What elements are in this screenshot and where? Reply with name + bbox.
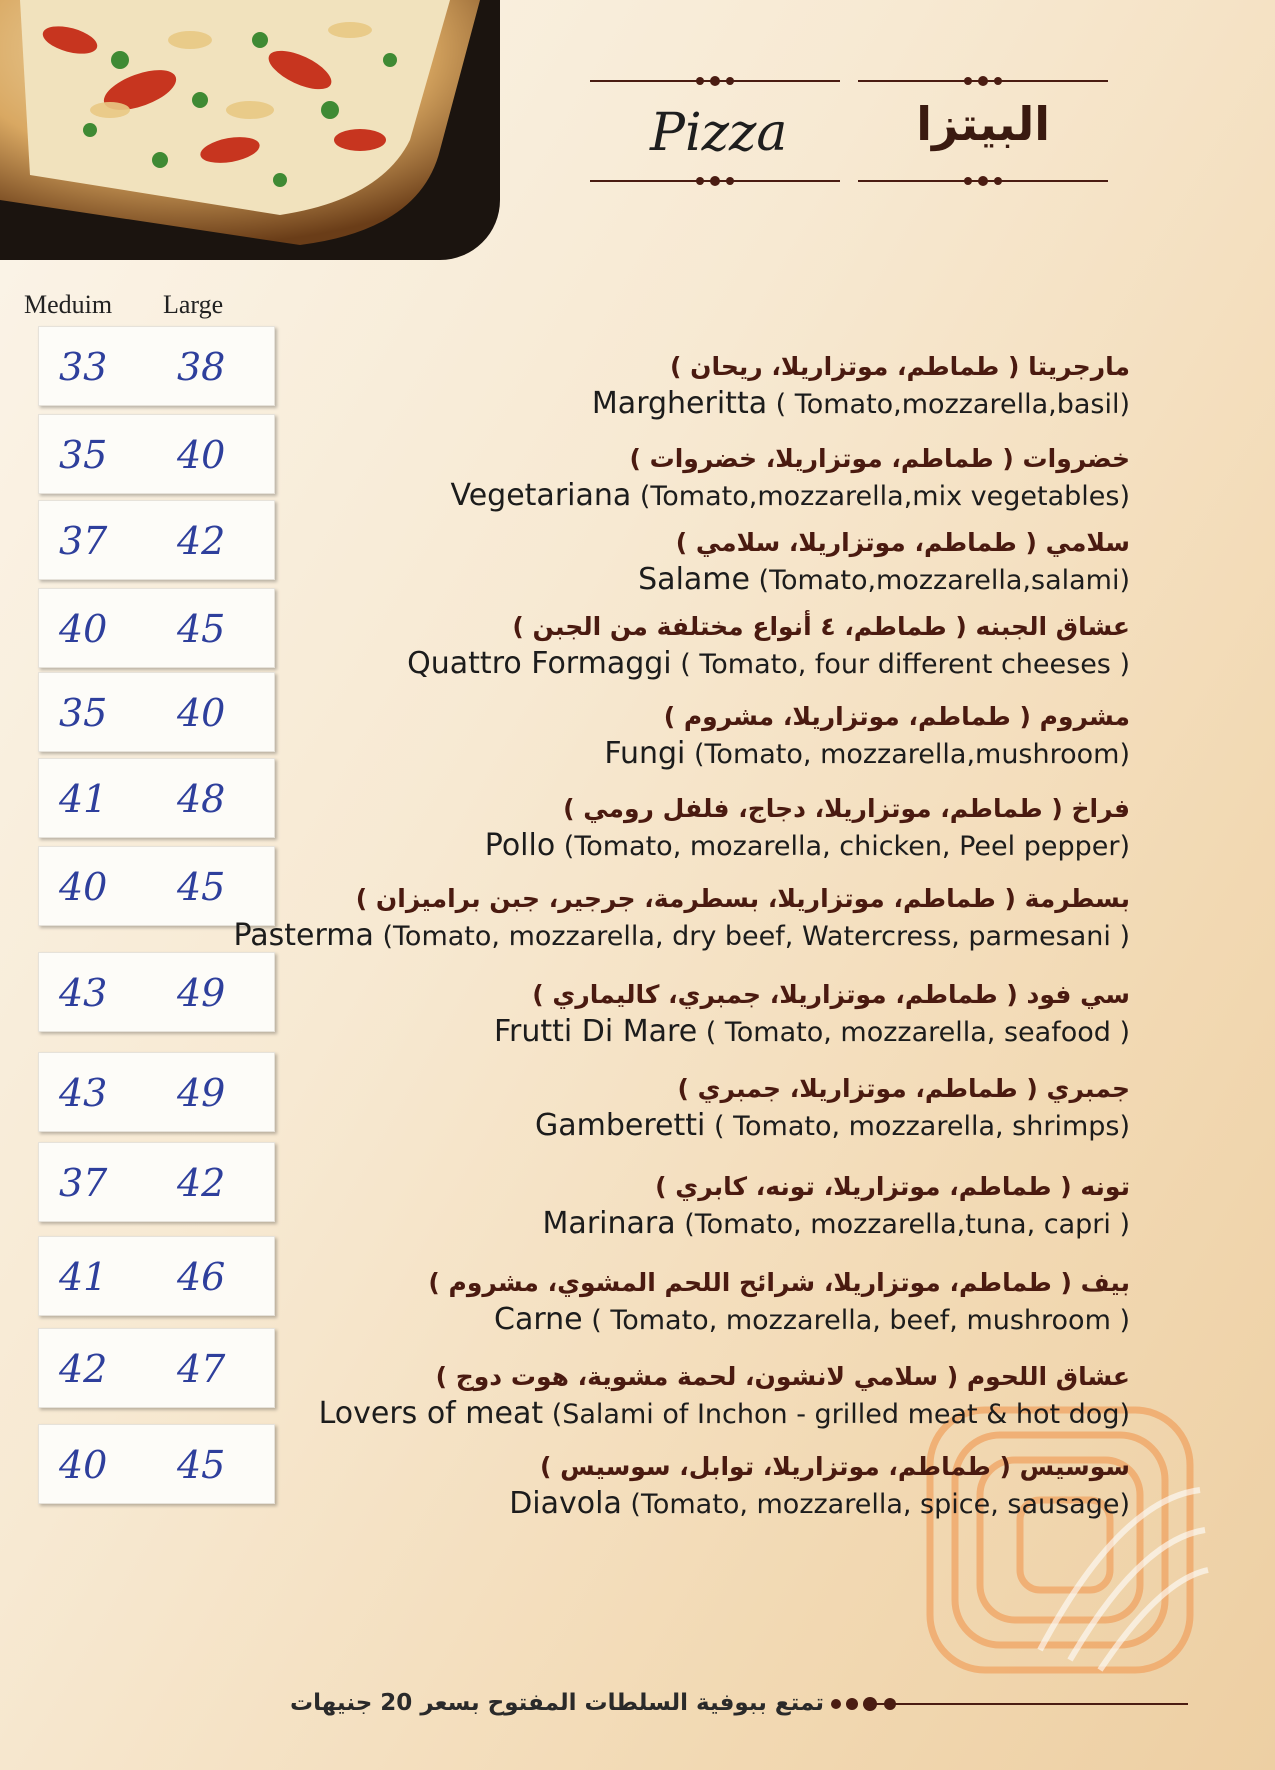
item-name: Gamberetti [535, 1108, 706, 1143]
item-name: Lovers of meat [318, 1396, 544, 1431]
price-large: 42 [177, 519, 226, 563]
item-ingredients: (Tomato, mozzarella,mushroom) [685, 739, 1130, 770]
item-ingredients: (Tomato, mozzarella, dry beef, Watercress, parmesani ) [373, 921, 1130, 952]
item-name-arabic: بسطرمة ( طماطم، موتزاريلا، بسطرمة، جرجير، جبن براميزان ) [355, 884, 1130, 913]
menu-item [150, 880, 1130, 955]
item-ingredients: ( Tomato, mozzarella, seafood ) [697, 1017, 1130, 1048]
price-large: 47 [177, 1347, 226, 1391]
price-large: 46 [177, 1255, 226, 1299]
price-medium: 40 [59, 1443, 108, 1487]
menu-item [150, 1448, 1130, 1523]
price-medium: 40 [59, 865, 108, 909]
item-description [150, 736, 1130, 773]
item-name-arabic: مارجريتا ( طماطم، موتزاريلا، ريحان ) [670, 352, 1130, 381]
menu-item [150, 790, 1130, 865]
pizza-photo [0, 0, 500, 260]
item-description [150, 386, 1130, 423]
decorative-swirl [920, 1400, 1210, 1694]
item-name-arabic: جمبري ( طماطم، موتزاريلا، جمبري ) [677, 1074, 1130, 1103]
price-large: 40 [177, 691, 226, 735]
item-name: Frutti Di Mare [493, 1014, 698, 1049]
price-medium: 35 [59, 433, 108, 477]
item-name-arabic: سلامي ( طماطم، موتزاريلا، سلامي ) [675, 528, 1130, 557]
item-ingredients: ( Tomato, mozzarella, beef, mushroom ) [582, 1305, 1130, 1336]
item-description [150, 1206, 1130, 1243]
item-ingredients: (Tomato, mozzarella,tuna, capri ) [675, 1209, 1130, 1240]
price-large: 49 [177, 971, 226, 1015]
menu-item [150, 1264, 1130, 1339]
item-description [150, 828, 1130, 865]
price-large: 45 [177, 607, 226, 651]
item-ingredients: (Tomato, mozarella, chicken, Peel pepper) [555, 831, 1130, 862]
item-description [150, 1302, 1130, 1339]
price-medium: 41 [59, 777, 108, 821]
item-description [150, 562, 1130, 599]
item-ingredients: (Salami of Inchon - grilled meat & hot dog) [543, 1399, 1130, 1430]
item-name-arabic: مشروم ( طماطم، موتزاريلا، مشروم ) [663, 702, 1130, 731]
price-medium: 37 [59, 1161, 108, 1205]
price-large: 45 [177, 865, 226, 909]
menu-item [150, 1070, 1130, 1145]
item-description [150, 478, 1130, 515]
price-large: 38 [177, 345, 226, 389]
item-ingredients: ( Tomato, four different cheeses ) [671, 649, 1130, 680]
item-name-arabic: تونه ( طماطم، موتزاريلا، تونه، كابري ) [655, 1172, 1130, 1201]
price-large: 48 [177, 777, 226, 821]
price-header-large: Large [163, 290, 224, 319]
divider-ornament [858, 75, 1108, 87]
price-large: 45 [177, 1443, 226, 1487]
price-medium: 41 [59, 1255, 108, 1299]
item-description [150, 646, 1130, 683]
item-description [150, 1396, 1130, 1433]
item-name: Pollo [484, 828, 556, 863]
item-name-arabic: عشاق اللحوم ( سلامي لانشون، لحمة مشوية، هوت دوج ) [435, 1362, 1130, 1391]
item-name-arabic: بيف ( طماطم، موتزاريلا، شرائح اللحم المشوي، مشروم ) [428, 1268, 1130, 1297]
menu-item [150, 1168, 1130, 1243]
item-name: Salame [638, 562, 750, 597]
item-description [150, 1486, 1130, 1523]
item-name: Quattro Formaggi [407, 646, 672, 681]
price-medium: 42 [59, 1347, 108, 1391]
title-english: Pizza [650, 103, 788, 163]
price-large: 49 [177, 1071, 226, 1115]
item-name: Margheritta [591, 386, 768, 421]
menu-item [150, 608, 1130, 683]
price-medium: 37 [59, 519, 108, 563]
item-name-arabic: سي فود ( طماطم، موتزاريلا، جمبري، كاليماري ) [532, 980, 1130, 1009]
item-name: Pasterma [233, 918, 374, 953]
footer-ornament [828, 1696, 1188, 1716]
price-medium: 43 [59, 971, 108, 1015]
item-ingredients: (Tomato,mozzarella,mix vegetables) [631, 481, 1130, 512]
item-description [150, 1108, 1130, 1145]
menu-item [150, 976, 1130, 1051]
divider-ornament [858, 175, 1108, 187]
divider-ornament [590, 75, 840, 87]
price-medium: 43 [59, 1071, 108, 1115]
title-arabic: البيتزا [916, 97, 1050, 151]
menu-item [150, 440, 1130, 515]
menu-item [150, 348, 1130, 423]
menu-item [150, 524, 1130, 599]
item-name: Vegetariana [450, 478, 632, 513]
divider-ornament [590, 175, 840, 187]
menu-item [150, 698, 1130, 773]
menu-item [150, 1358, 1130, 1433]
item-description [150, 1014, 1130, 1051]
price-header-medium: Meduim [24, 290, 113, 319]
item-name: Diavola [509, 1486, 622, 1521]
menu-title-block [590, 75, 1110, 190]
price-large: 42 [177, 1161, 226, 1205]
item-ingredients: ( Tomato,mozzarella,basil) [767, 389, 1130, 420]
item-name-arabic: عشاق الجبنه ( طماطم، ٤ أنواع مختلفة من الجبن ) [512, 612, 1130, 641]
footer-salad-bar-note: تمتع ببوفية السلطات المفتوح بسعر 20 جنيهات [290, 1690, 825, 1716]
item-name-arabic: سوسيس ( طماطم، موتزاريلا، توابل، سوسيس ) [540, 1452, 1130, 1481]
price-medium: 40 [59, 607, 108, 651]
item-description [150, 918, 1130, 955]
price-medium: 33 [59, 345, 108, 389]
item-ingredients: (Tomato, mozzarella, spice, sausage) [621, 1489, 1130, 1520]
price-large: 40 [177, 433, 226, 477]
item-ingredients: ( Tomato, mozzarella, shrimps) [705, 1111, 1130, 1142]
item-name-arabic: فراخ ( طماطم، موتزاريلا، دجاج، فلفل رومي ) [563, 794, 1130, 823]
item-name: Marinara [542, 1206, 676, 1241]
item-name: Fungi [604, 736, 686, 771]
item-name: Carne [494, 1302, 583, 1337]
price-medium: 35 [59, 691, 108, 735]
item-name-arabic: خضروات ( طماطم، موتزاريلا، خضروات ) [629, 444, 1130, 473]
item-ingredients: (Tomato,mozzarella,salami) [749, 565, 1130, 596]
